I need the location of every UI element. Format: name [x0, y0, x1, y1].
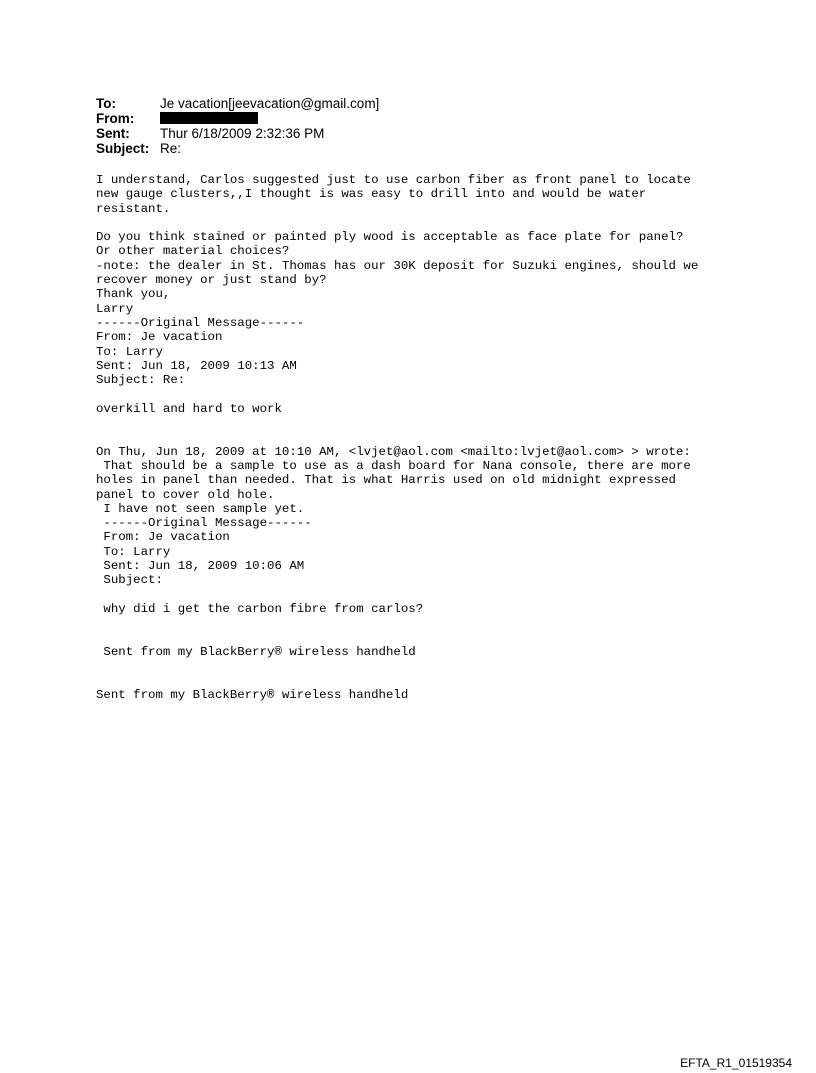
- body-line: To: Larry: [96, 344, 163, 359]
- body-line: [96, 616, 698, 630]
- body-line: recover money or just stand by?: [96, 273, 327, 288]
- body-line: [96, 387, 698, 401]
- body-line: Sent from my BlackBerry® wireless handheld: [96, 644, 416, 659]
- body-line: holes in panel than needed. That is what Harris used on old midnight expressed: [96, 473, 676, 488]
- sent-label: Sent:: [96, 126, 130, 141]
- subject-value: Re:: [160, 141, 182, 156]
- body-line: panel to cover old hole.: [96, 487, 275, 502]
- body-line: Or other material choices?: [96, 244, 290, 259]
- from-label: From:: [96, 111, 135, 126]
- body-line: [96, 673, 698, 687]
- body-line: Sent: Jun 18, 2009 10:06 AM: [96, 559, 305, 574]
- body-line: overkill and hard to work: [96, 401, 282, 416]
- body-line: -note: the dealer in St. Thomas has our 30K deposit for Suzuki engines, should we: [96, 258, 699, 273]
- body-line: On Thu, Jun 18, 2009 at 10:10 AM, <lvjet@aol.com <mailto:lvjet@aol.com> > wrote:: [96, 444, 691, 459]
- body-line: Larry: [96, 301, 134, 316]
- body-line: resistant.: [96, 201, 171, 216]
- body-line: [96, 430, 698, 444]
- body-line: From: Je vacation: [96, 330, 223, 345]
- body-line: That should be a sample to use as a dash board for Nana console, there are more: [96, 458, 691, 473]
- body-line: [96, 631, 698, 645]
- body-line: ------Original Message------: [96, 516, 312, 531]
- to-value: Je vacation[jeevacation@gmail.com]: [160, 96, 380, 111]
- body-line: Thank you,: [96, 287, 171, 302]
- email-body: [96, 173, 698, 702]
- body-line: Subject:: [96, 573, 163, 588]
- body-line: I have not seen sample yet.: [96, 501, 305, 516]
- body-line: [96, 588, 698, 602]
- body-line: [96, 216, 698, 230]
- to-label: To:: [96, 96, 116, 111]
- body-line: [96, 416, 698, 430]
- sent-row: [96, 126, 379, 141]
- from-row: [96, 111, 379, 126]
- body-line: Sent: Jun 18, 2009 10:13 AM: [96, 358, 297, 373]
- from-value-redacted: [160, 111, 258, 126]
- subject-row: [96, 141, 379, 156]
- body-line: I understand, Carlos suggested just to use carbon fiber as front panel to locate: [96, 173, 691, 187]
- redaction-bar: [160, 112, 258, 124]
- body-line: ------Original Message------: [96, 315, 305, 330]
- body-line: [96, 659, 698, 673]
- body-line: why did i get the carbon fibre from carlos?: [96, 601, 424, 616]
- body-line: new gauge clusters,,I thought is was easy to drill into and would be water: [96, 187, 647, 202]
- subject-label: Subject:: [96, 141, 150, 156]
- to-row: [96, 96, 379, 111]
- body-line: Subject: Re:: [96, 373, 186, 388]
- body-line: Do you think stained or painted ply wood is acceptable as face plate for panel?: [96, 230, 684, 245]
- sent-value: Thur 6/18/2009 2:32:36 PM: [160, 126, 325, 141]
- body-line: To: Larry: [96, 544, 171, 559]
- document-id: EFTA_R1_01519354: [680, 1056, 792, 1070]
- body-line: From: Je vacation: [96, 530, 230, 545]
- email-header: [96, 96, 379, 156]
- body-line: Sent from my BlackBerry® wireless handheld: [96, 687, 409, 702]
